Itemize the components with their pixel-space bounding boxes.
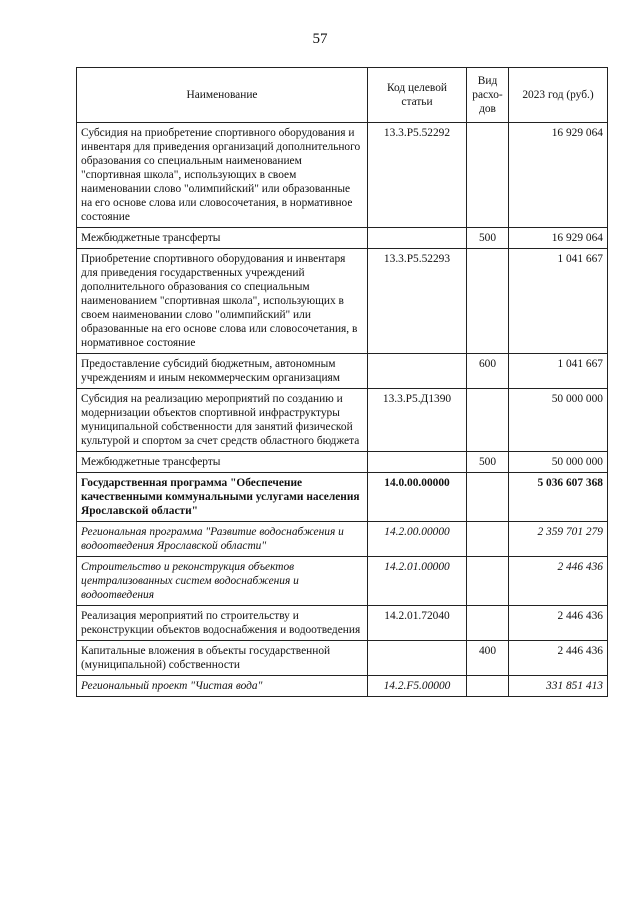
row-sum: 2 446 436 <box>509 606 608 641</box>
row-sum: 331 851 413 <box>509 676 608 697</box>
row-code: 14.2.01.00000 <box>368 557 467 606</box>
row-sum: 50 000 000 <box>509 389 608 452</box>
table-row <box>77 228 608 249</box>
row-code: 13.3.P5.Д1390 <box>368 389 467 452</box>
header-expense-type: Вид расхо-дов <box>467 68 509 123</box>
row-sum: 16 929 064 <box>509 228 608 249</box>
header-code: Код целевой статьи <box>368 68 467 123</box>
row-code: 14.0.00.00000 <box>368 473 467 522</box>
row-name: Реализация мероприятий по строительству и реконструкции объектов водоснабжения и водоотведения <box>77 606 368 641</box>
row-expense-type <box>467 249 509 354</box>
row-sum: 16 929 064 <box>509 123 608 228</box>
row-expense-type: 400 <box>467 641 509 676</box>
row-expense-type <box>467 473 509 522</box>
table-row <box>77 389 608 452</box>
row-name: Субсидия на приобретение спортивного оборудования и инвентаря для приведения организаций дополнительного образования со специальным наименованием "спортивная школа", использующих в своем наименовании слово "олимпийский" или образованные на его основе слова или словосочетания, в нормативное состояние <box>77 123 368 228</box>
table-header-row <box>77 68 608 123</box>
row-expense-type: 500 <box>467 228 509 249</box>
row-expense-type: 500 <box>467 452 509 473</box>
row-sum: 5 036 607 368 <box>509 473 608 522</box>
row-sum: 2 446 436 <box>509 641 608 676</box>
row-code: 14.2.01.72040 <box>368 606 467 641</box>
row-expense-type <box>467 676 509 697</box>
row-expense-type <box>467 557 509 606</box>
row-sum: 2 359 701 279 <box>509 522 608 557</box>
row-sum: 1 041 667 <box>509 249 608 354</box>
header-name: Наименование <box>77 68 368 123</box>
table-row <box>77 249 608 354</box>
table-row <box>77 557 608 606</box>
row-code <box>368 452 467 473</box>
row-code: 13.3.P5.52292 <box>368 123 467 228</box>
row-name: Межбюджетные трансферты <box>77 452 368 473</box>
budget-table <box>76 67 608 697</box>
row-code: 13.3.P5.52293 <box>368 249 467 354</box>
table-row <box>77 473 608 522</box>
table-row <box>77 606 608 641</box>
table-row <box>77 676 608 697</box>
table-row <box>77 354 608 389</box>
row-name: Государственная программа "Обеспечение качественными коммунальными услугами населения Ярославской области" <box>77 473 368 522</box>
row-sum: 1 041 667 <box>509 354 608 389</box>
row-code: 14.2.F5.00000 <box>368 676 467 697</box>
row-name: Капитальные вложения в объекты государственной (муниципальной) собственности <box>77 641 368 676</box>
table-row <box>77 522 608 557</box>
row-code <box>368 354 467 389</box>
row-name: Приобретение спортивного оборудования и инвентаря для приведения государственных учреждений дополнительного образования со специальным наименованием "спортивная школа", использующих в своем наименовании слово "олимпийский" или образованные на его основе слова или словосочетания, в нормативное состояние <box>77 249 368 354</box>
row-name: Региональный проект "Чистая вода" <box>77 676 368 697</box>
row-name: Предоставление субсидий бюджетным, автономным учреждениям и иным некоммерческим организациям <box>77 354 368 389</box>
table-row <box>77 452 608 473</box>
row-name: Межбюджетные трансферты <box>77 228 368 249</box>
row-name: Региональная программа "Развитие водоснабжения и водоотведения Ярославской области" <box>77 522 368 557</box>
table-row <box>77 641 608 676</box>
row-code <box>368 641 467 676</box>
row-expense-type <box>467 389 509 452</box>
row-expense-type <box>467 606 509 641</box>
table-row <box>77 123 608 228</box>
row-sum: 50 000 000 <box>509 452 608 473</box>
row-code: 14.2.00.00000 <box>368 522 467 557</box>
header-sum-2023: 2023 год (руб.) <box>509 68 608 123</box>
row-expense-type <box>467 522 509 557</box>
page-number: 57 <box>312 31 328 47</box>
row-expense-type: 600 <box>467 354 509 389</box>
row-sum: 2 446 436 <box>509 557 608 606</box>
row-name: Субсидия на реализацию мероприятий по созданию и модернизации объектов спортивной инфраструктуры муниципальной собственности для занятий физической культурой и спортом за счет средств областного бюджета <box>77 389 368 452</box>
row-code <box>368 228 467 249</box>
row-expense-type <box>467 123 509 228</box>
row-name: Строительство и реконструкция объектов централизованных систем водоснабжения и водоотведения <box>77 557 368 606</box>
